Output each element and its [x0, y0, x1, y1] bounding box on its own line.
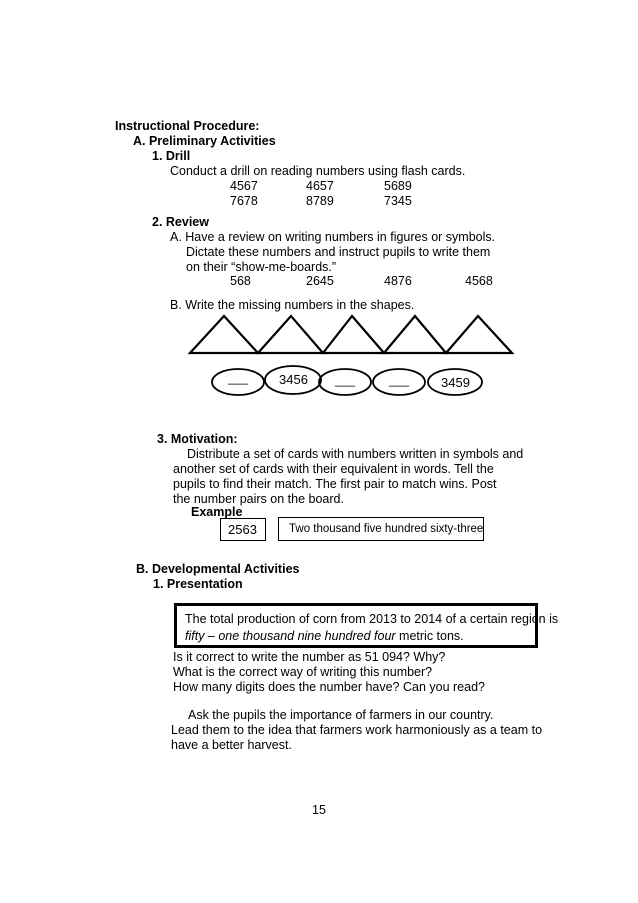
section-heading: Instructional Procedure: [115, 119, 260, 133]
drill-number: 7678 [230, 194, 258, 208]
motivation-line: pupils to find their match. The first pair to match wins. Post [173, 477, 497, 491]
drill-number: 8789 [306, 194, 334, 208]
oval-number: 3459 [441, 375, 470, 390]
review-title: 2. Review [152, 215, 209, 229]
oval-blank: ___ [389, 373, 410, 387]
question-line: How many digits does the number have? Can you read? [173, 680, 485, 694]
page-number: 15 [312, 803, 326, 817]
part-a-title: A. Preliminary Activities [133, 134, 276, 148]
problem-line: The total production of corn from 2013 to 2014 of a certain region is [185, 612, 559, 626]
review-number: 2645 [306, 274, 334, 288]
drill-number: 4567 [230, 179, 258, 193]
motivation-line: Distribute a set of cards with numbers written in symbols and [187, 447, 524, 461]
example-label: Example [191, 505, 243, 519]
closing-line: Lead them to the idea that farmers work harmoniously as a team to [171, 723, 543, 737]
example-number: 2563 [228, 522, 257, 537]
review-number: 4568 [465, 274, 493, 288]
problem-box [174, 603, 559, 648]
drill-text: Conduct a drill on reading numbers using flash cards. [170, 164, 466, 178]
triangle-shape [258, 316, 323, 353]
review-a-line: A. Have a review on writing numbers in figures or symbols. [170, 230, 496, 244]
question-line: What is the correct way of writing this number? [173, 665, 433, 679]
question-line: Is it correct to write the number as 51 094? Why? [173, 650, 446, 664]
drill-number: 4657 [306, 179, 334, 193]
oval-blank: ___ [335, 373, 356, 387]
triangle-shape [323, 316, 384, 353]
review-number: 568 [230, 274, 251, 288]
problem-line-2 [185, 629, 464, 644]
part-b-title: B. Developmental Activities [136, 562, 300, 576]
triangle-shape [446, 316, 512, 353]
review-number: 4876 [384, 274, 412, 288]
review-a-line: Dictate these numbers and instruct pupils to write them [186, 245, 491, 259]
problem-unit-text: metric tons. [395, 629, 464, 643]
triangle-shape [190, 316, 258, 353]
closing-line: Ask the pupils the importance of farmers in our country. [188, 708, 494, 722]
number-in-words: fifty – one thousand nine hundred four [185, 629, 396, 643]
oval-blank: ___ [228, 371, 249, 385]
drill-number: 7345 [384, 194, 412, 208]
example-number-card [220, 518, 266, 541]
motivation-line: the number pairs on the board. [173, 492, 344, 506]
review-b-text: B. Write the missing numbers in the shapes. [170, 298, 415, 312]
example-words: Two thousand five hundred sixty-three [289, 523, 484, 535]
oval-number: 3456 [279, 372, 308, 387]
example-words-card [278, 517, 484, 541]
drill-number: 5689 [384, 179, 412, 193]
triangle-shape [384, 316, 446, 353]
review-a-line: on their “show-me-boards.” [186, 260, 337, 274]
motivation-title: 3. Motivation: [157, 432, 238, 446]
closing-line: have a better harvest. [171, 738, 292, 752]
presentation-title: 1. Presentation [153, 577, 243, 591]
motivation-line: another set of cards with their equivalent in words. Tell the [173, 462, 494, 476]
drill-title: 1. Drill [152, 149, 191, 163]
